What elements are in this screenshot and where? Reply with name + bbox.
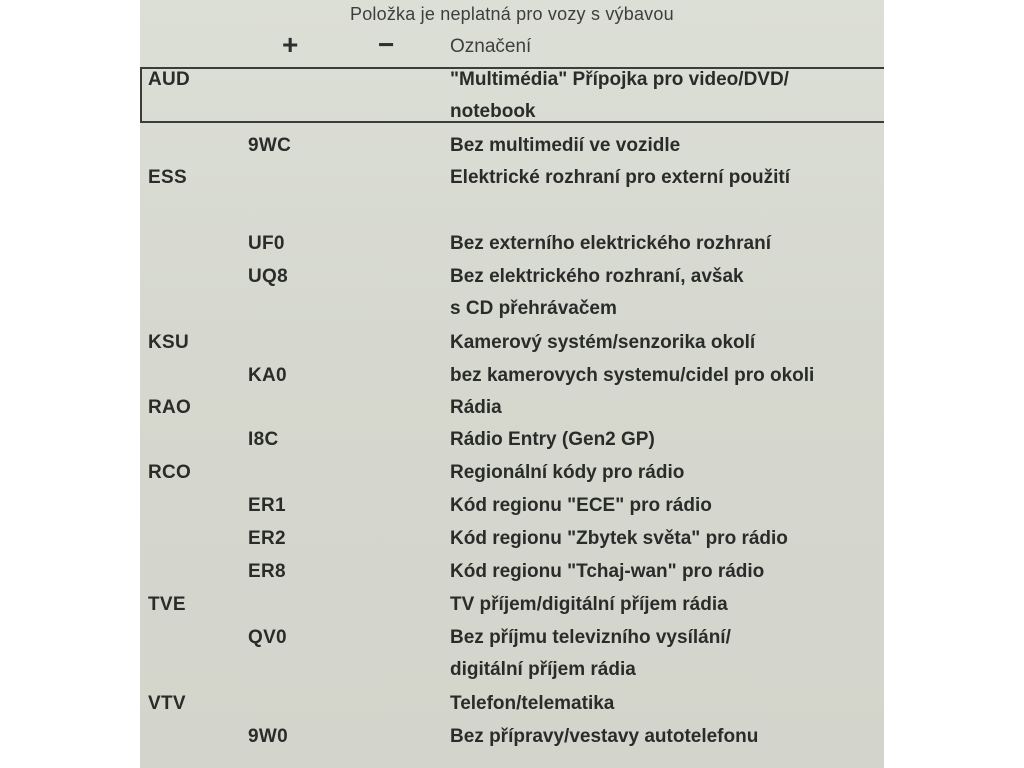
table-row xyxy=(140,457,884,489)
row-description xyxy=(450,556,764,588)
description-line: Bez multimedií ve vozidle xyxy=(450,135,681,156)
row-description xyxy=(450,721,758,753)
table-row xyxy=(140,622,884,686)
minus-column-header: − xyxy=(378,29,395,60)
description-line: Rádia xyxy=(450,397,502,418)
minus-code: ER2 xyxy=(248,528,286,549)
row-description xyxy=(450,490,712,522)
minus-code: UQ8 xyxy=(248,266,288,287)
plus-code: AUD xyxy=(148,69,191,90)
row-description xyxy=(450,64,789,128)
description-line: Bez elektrického rozhraní, avšak xyxy=(450,266,744,287)
table-row xyxy=(140,589,884,621)
row-description xyxy=(450,130,680,162)
description-line: s CD přehrávačem xyxy=(450,298,617,319)
minus-code: ER8 xyxy=(248,561,286,582)
plus-code: VTV xyxy=(148,693,186,714)
minus-code: ER1 xyxy=(248,495,286,516)
description-line: Regionální kódy pro rádio xyxy=(450,462,685,483)
page-title: Položka je neplatná pro vozy s výbavou xyxy=(350,4,674,24)
plus-code: RCO xyxy=(148,462,192,483)
description-line: TV příjem/digitální příjem rádia xyxy=(450,594,728,615)
minus-code: 9WC xyxy=(248,135,292,156)
plus-column-header: + xyxy=(282,29,299,60)
plus-code: ESS xyxy=(148,167,187,188)
row-description xyxy=(450,523,788,555)
row-description xyxy=(450,162,790,194)
description-line: Bez externího elektrického rozhraní xyxy=(450,233,771,254)
table-row xyxy=(140,360,884,392)
description-line: bez kamerovych systemu/cidel pro okoli xyxy=(450,365,815,386)
description-line: "Multimédia" Přípojka pro video/DVD/ xyxy=(450,69,789,90)
plus-code: RAO xyxy=(148,397,192,418)
description-line: Kód regionu "Tchaj-wan" pro rádio xyxy=(450,561,765,582)
plus-code: TVE xyxy=(148,594,186,615)
table-row xyxy=(140,261,884,325)
table-row xyxy=(140,228,884,260)
row-description xyxy=(450,424,655,456)
minus-code: UF0 xyxy=(248,233,285,254)
row-description xyxy=(450,589,728,621)
table-row xyxy=(140,162,884,194)
table-row xyxy=(140,64,884,124)
row-description xyxy=(450,261,744,325)
minus-code: 9W0 xyxy=(248,726,288,747)
description-line: Kód regionu "Zbytek světa" pro rádio xyxy=(450,528,788,549)
table-row xyxy=(140,327,884,359)
minus-code: QV0 xyxy=(248,627,287,648)
row-description xyxy=(450,622,731,686)
row-description xyxy=(450,688,614,720)
description-line: notebook xyxy=(450,101,536,122)
table-row xyxy=(140,721,884,753)
table-row xyxy=(140,556,884,588)
table-row xyxy=(140,490,884,522)
designation-column-header: Označení xyxy=(450,36,532,57)
row-description xyxy=(450,228,771,260)
table-row xyxy=(140,523,884,555)
plus-code: KSU xyxy=(148,332,190,353)
minus-code: I8C xyxy=(248,429,279,450)
description-line: digitální příjem rádia xyxy=(450,659,636,680)
minus-code: KA0 xyxy=(248,365,287,386)
row-description xyxy=(450,392,502,424)
description-line: Bez příjmu televizního vysílání/ xyxy=(450,627,731,648)
table-row xyxy=(140,688,884,720)
table-body xyxy=(140,0,884,768)
row-description xyxy=(450,327,755,359)
table-row xyxy=(140,130,884,162)
description-line: Rádio Entry (Gen2 GP) xyxy=(450,429,655,450)
description-line: Elektrické rozhraní pro externí použití xyxy=(450,167,790,188)
row-description xyxy=(450,457,684,489)
row-description xyxy=(450,360,814,392)
description-line: Telefon/telematika xyxy=(450,693,615,714)
document-photo xyxy=(140,0,884,768)
table-row xyxy=(140,424,884,456)
description-line: Kamerový systém/senzorika okolí xyxy=(450,332,756,353)
table-row xyxy=(140,392,884,424)
description-line: Kód regionu "ECE" pro rádio xyxy=(450,495,712,516)
description-line: Bez přípravy/vestavy autotelefonu xyxy=(450,726,759,747)
